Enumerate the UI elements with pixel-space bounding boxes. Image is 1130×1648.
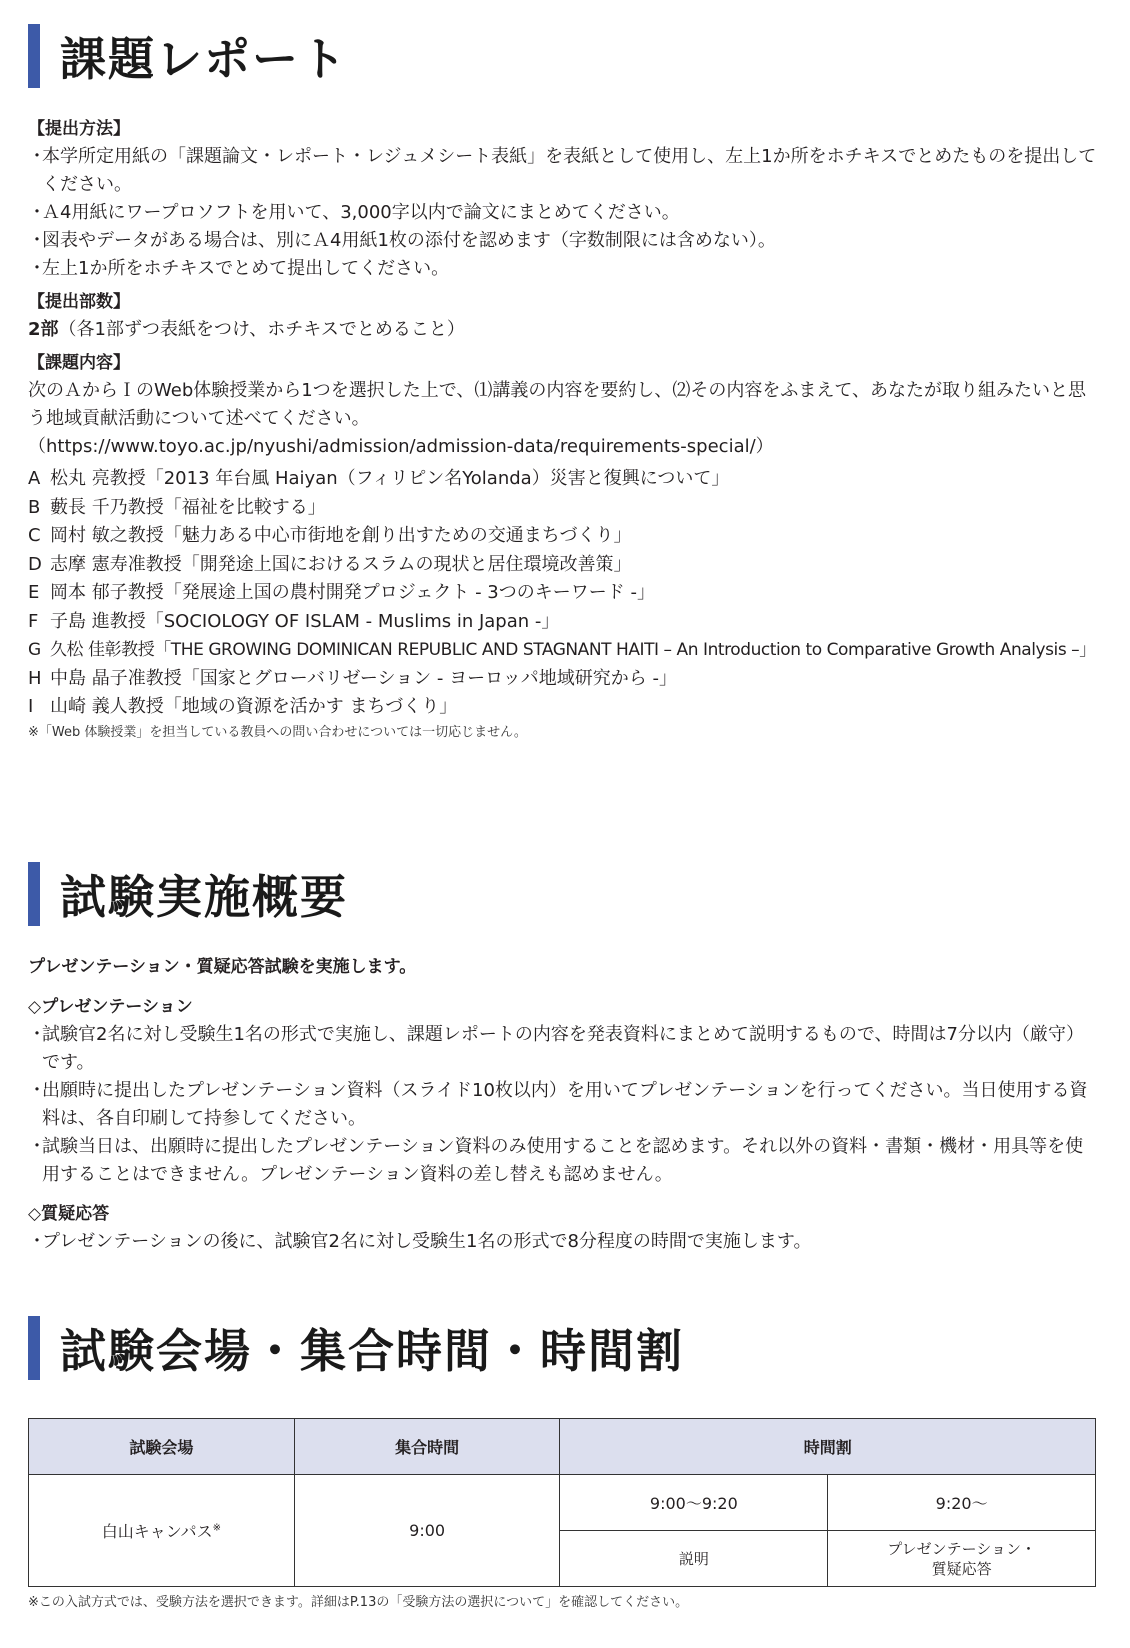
table-header-row — [29, 1419, 1096, 1475]
header-timetable: 時間割 — [560, 1419, 1096, 1475]
venue-name: 白山キャンパス — [101, 1522, 213, 1541]
slot2-label-cell — [828, 1531, 1096, 1587]
slot2-label-line1: プレゼンテーション・ — [887, 1539, 1037, 1558]
slot2-label-line2: 質疑応答 — [931, 1559, 992, 1578]
exam-body — [28, 954, 1098, 1256]
copies-line — [28, 316, 1098, 344]
copies-label: 【提出部数】 — [28, 292, 130, 312]
schedule-table — [28, 1418, 1096, 1587]
method-item: ・ Ａ4用紙にワープロソフトを用いて、3,000字以内で論文にまとめてください。 — [28, 202, 680, 223]
report-section-header — [28, 24, 348, 88]
courses-note: ※「Web 体験授業」を担当している教員への問い合わせについては一切応じません。 — [28, 724, 527, 740]
report-body — [28, 116, 1098, 744]
content-label: 【課題内容】 — [28, 353, 130, 373]
presentation-item: ・ 出願時に提出したプレゼンテーション資料（スライド10枚以内）を用いてプレゼンテーションを行ってください。当日使用する資料は、各自印刷して持参してください。 — [28, 1080, 1088, 1129]
section-accent-bar — [28, 24, 40, 88]
method-item: ・ 本学所定用紙の「課題論文・レポート・レジュメシート表紙」を表紙として使用し、左上1か所をホチキスでとめたものを提出してください。 — [28, 146, 1097, 195]
slot1-label-cell: 説明 — [560, 1531, 828, 1587]
header-gather-time: 集合時間 — [294, 1419, 560, 1475]
schedule-footnote: ※この入試方式では、受験方法を選択できます。詳細はP.13の「受験方法の選択について」を確認してください。 — [28, 1595, 689, 1610]
schedule-section-header — [28, 1316, 684, 1380]
report-title: 課題レポート — [60, 32, 348, 86]
schedule-title: 試験会場・集合時間・時間割 — [60, 1324, 684, 1378]
course-item: F 子島 進教授「SOCIOLOGY OF ISLAM - Muslims in Japan -」 — [28, 610, 560, 632]
slot2-time-cell: 9:20～ — [828, 1475, 1096, 1531]
course-item: C 岡村 敏之教授「魅力ある中心市街地を創り出すための交通まちづくり」 — [28, 525, 632, 546]
exam-section-header — [28, 862, 348, 926]
course-item: D 志摩 憲寿准教授「開発途上国におけるスラムの現状と居住環境改善策」 — [28, 553, 632, 575]
venue-mark: ※ — [212, 1522, 221, 1534]
method-label: 【提出方法】 — [28, 119, 130, 139]
copies-note: （各1部ずつ表紙をつけ、ホチキスでとめること） — [58, 319, 465, 340]
presentation-item: ・ 試験当日は、出願時に提出したプレゼンテーション資料のみ使用することを認めます。それ以外の資料・書類・機材・用具等を使用することはできません。プレゼンテーション資料の差し替えも認めません。 — [28, 1136, 1084, 1185]
content-url: （https://www.toyo.ac.jp/nyushi/admission/admission-data/requirements-special/） — [28, 436, 774, 457]
method-item: ・ 左上1か所をホチキスでとめて提出してください。 — [28, 258, 450, 279]
table-row — [29, 1475, 1096, 1531]
course-item: I 山崎 義人教授「地域の資源を活かす まちづくり」 — [28, 696, 458, 717]
course-item: H 中島 晶子准教授「国家とグローバリゼーション - ヨーロッパ地域研究から -」 — [28, 667, 677, 689]
venue-cell — [29, 1475, 295, 1587]
header-venue: 試験会場 — [29, 1419, 295, 1475]
qa-label: ◇質疑応答 — [28, 1204, 110, 1224]
presentation-label: ◇プレゼンテーション — [28, 997, 193, 1017]
copies-value: 2部 — [28, 319, 59, 340]
section-accent-bar — [28, 1316, 40, 1380]
section-accent-bar — [28, 862, 40, 926]
course-item: E 岡本 郁子教授「発展途上国の農村開発プロジェクト - 3つのキーワード -」 — [28, 582, 655, 603]
course-item: B 藪長 千乃教授「福祉を比較する」 — [28, 496, 326, 518]
content-text: 次のＡからＩのWeb体験授業から1つを選択した上で、⑴講義の内容を要約し、⑵その内容をふまえて、あなたが取り組みたいと思う地域貢献活動について述べてください。 — [28, 380, 1086, 429]
exam-lead: プレゼンテーション・質疑応答試験を実施します。 — [28, 957, 417, 977]
presentation-item: ・ 試験官2名に対し受験生1名の形式で実施し、課題レポートの内容を発表資料にまとめて説明するもので、時間は7分以内（厳守）です。 — [28, 1024, 1084, 1073]
slot1-time-cell: 9:00～9:20 — [560, 1475, 828, 1531]
course-item: A 松丸 亮教授「2013 年台風 Haiyan（フィリピン名Yolanda）災害と復興について」 — [28, 468, 730, 489]
exam-title: 試験実施概要 — [60, 870, 348, 924]
qa-item: ・ プレゼンテーションの後に、試験官2名に対し受験生1名の形式で8分程度の時間で実施します。 — [28, 1231, 812, 1252]
method-item: ・ 図表やデータがある場合は、別にＡ4用紙1枚の添付を認めます（字数制限には含めない）。 — [28, 230, 776, 251]
gather-time-cell: 9:00 — [294, 1475, 560, 1587]
course-item: G 久松 佳彰教授「THE GROWING DOMINICAN REPUBLIC AND STAGNANT HAITI – An Introduction to Comparative Growth Analysis –」 — [28, 640, 1096, 660]
course-list — [28, 465, 1098, 722]
